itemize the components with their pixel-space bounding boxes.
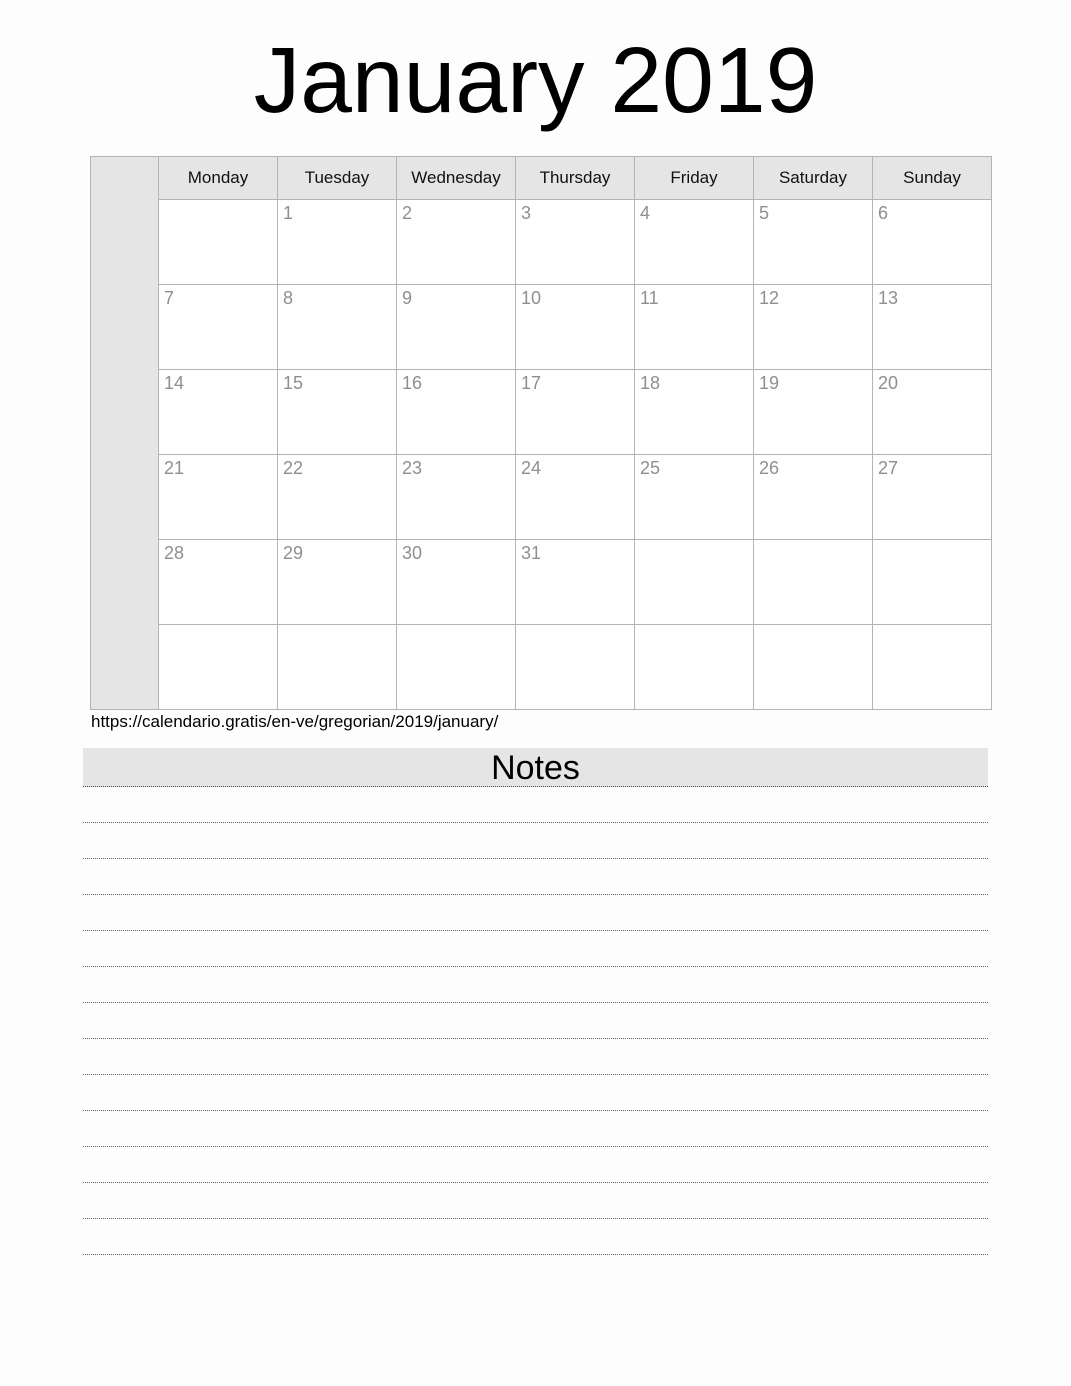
day-cell <box>754 285 873 370</box>
notes-line <box>83 1075 988 1111</box>
day-number <box>159 210 164 213</box>
day-number: 18 <box>640 373 661 393</box>
day-number: 14 <box>164 373 185 393</box>
day-cell <box>754 200 873 285</box>
day-number <box>516 635 521 638</box>
day-number: 21 <box>164 458 185 478</box>
day-cell <box>873 625 992 710</box>
day-cell <box>635 285 754 370</box>
day-cell <box>397 370 516 455</box>
weekday-header-sunday: Sunday <box>873 157 992 200</box>
week-row <box>91 370 992 455</box>
day-number: 28 <box>164 543 185 563</box>
day-number: 26 <box>759 458 780 478</box>
day-cell <box>278 285 397 370</box>
day-cell <box>278 370 397 455</box>
week-row <box>91 625 992 710</box>
weekday-header-thursday: Thursday <box>516 157 635 200</box>
day-number: 8 <box>283 288 294 308</box>
source-url-text: https://calendario.gratis/en-ve/gregorian/2019/january/ <box>91 712 499 731</box>
day-number: 11 <box>640 288 659 308</box>
day-cell <box>754 455 873 540</box>
page-title: January 2019 <box>253 28 818 132</box>
day-cell <box>873 370 992 455</box>
day-number: 29 <box>283 543 304 563</box>
day-number <box>754 550 759 553</box>
day-cell <box>754 540 873 625</box>
notes-line <box>83 1147 988 1183</box>
day-cell <box>754 625 873 710</box>
week-row <box>91 285 992 370</box>
day-cell <box>159 285 278 370</box>
day-cell <box>397 455 516 540</box>
day-cell <box>635 200 754 285</box>
notes-line <box>83 823 988 859</box>
notes-line <box>83 967 988 1003</box>
day-number <box>635 550 640 553</box>
day-cell <box>873 200 992 285</box>
week-row <box>91 540 992 625</box>
notes-section <box>83 748 988 1255</box>
day-number: 9 <box>402 288 413 308</box>
day-cell <box>635 370 754 455</box>
day-number: 31 <box>521 543 542 563</box>
day-cell <box>397 200 516 285</box>
weekday-header-saturday: Saturday <box>754 157 873 200</box>
day-number <box>635 635 640 638</box>
day-number: 27 <box>878 458 899 478</box>
notes-line <box>83 859 988 895</box>
weekday-header-tuesday: Tuesday <box>278 157 397 200</box>
day-number: 13 <box>878 288 899 308</box>
notes-line <box>83 1003 988 1039</box>
calendar <box>90 156 992 710</box>
day-number <box>159 635 164 638</box>
notes-line <box>83 787 988 823</box>
day-number <box>397 635 402 638</box>
day-cell <box>516 285 635 370</box>
day-cell <box>159 370 278 455</box>
notes-line <box>83 1183 988 1219</box>
notes-line <box>83 1039 988 1075</box>
day-number <box>873 635 878 638</box>
day-number: 17 <box>521 373 542 393</box>
day-cell <box>873 285 992 370</box>
notes-line <box>83 1111 988 1147</box>
notes-line <box>83 1219 988 1255</box>
day-cell <box>159 540 278 625</box>
weekday-header-row <box>91 157 992 200</box>
day-number: 5 <box>759 203 770 223</box>
day-cell <box>278 540 397 625</box>
day-cell <box>159 625 278 710</box>
day-number: 2 <box>402 203 413 223</box>
day-number: 23 <box>402 458 423 478</box>
day-cell <box>635 625 754 710</box>
day-number: 22 <box>283 458 304 478</box>
weekday-header-wednesday: Wednesday <box>397 157 516 200</box>
week-row <box>91 200 992 285</box>
day-number <box>873 550 878 553</box>
notes-line <box>83 895 988 931</box>
day-number <box>754 635 759 638</box>
notes-header-bar <box>83 748 988 787</box>
day-cell <box>278 625 397 710</box>
day-number: 30 <box>402 543 423 563</box>
day-number: 10 <box>521 288 542 308</box>
day-cell <box>635 540 754 625</box>
day-number: 3 <box>521 203 532 223</box>
day-cell <box>397 285 516 370</box>
day-cell <box>635 455 754 540</box>
day-cell <box>278 455 397 540</box>
day-number: 12 <box>759 288 780 308</box>
day-number: 1 <box>283 203 294 223</box>
day-number: 19 <box>759 373 780 393</box>
notes-title: Notes <box>491 749 580 787</box>
day-number: 15 <box>283 373 304 393</box>
weekday-header-monday: Monday <box>159 157 278 200</box>
day-cell <box>516 455 635 540</box>
week-margin-column <box>91 157 159 710</box>
day-cell <box>516 625 635 710</box>
day-number: 7 <box>164 288 175 308</box>
day-cell <box>397 625 516 710</box>
day-cell <box>159 200 278 285</box>
day-cell <box>397 540 516 625</box>
notes-ruled-lines <box>83 787 988 1255</box>
day-number: 24 <box>521 458 542 478</box>
calendar-table <box>90 156 992 710</box>
week-row <box>91 455 992 540</box>
day-number <box>278 635 283 638</box>
day-cell <box>873 455 992 540</box>
day-cell <box>873 540 992 625</box>
weekday-header-friday: Friday <box>635 157 754 200</box>
day-number: 16 <box>402 373 423 393</box>
day-number: 20 <box>878 373 899 393</box>
day-number: 6 <box>878 203 889 223</box>
day-cell <box>754 370 873 455</box>
day-cell <box>516 370 635 455</box>
day-cell <box>278 200 397 285</box>
day-cell <box>159 455 278 540</box>
day-cell <box>516 540 635 625</box>
notes-line <box>83 931 988 967</box>
day-number: 4 <box>640 203 651 223</box>
day-number: 25 <box>640 458 661 478</box>
day-cell <box>516 200 635 285</box>
